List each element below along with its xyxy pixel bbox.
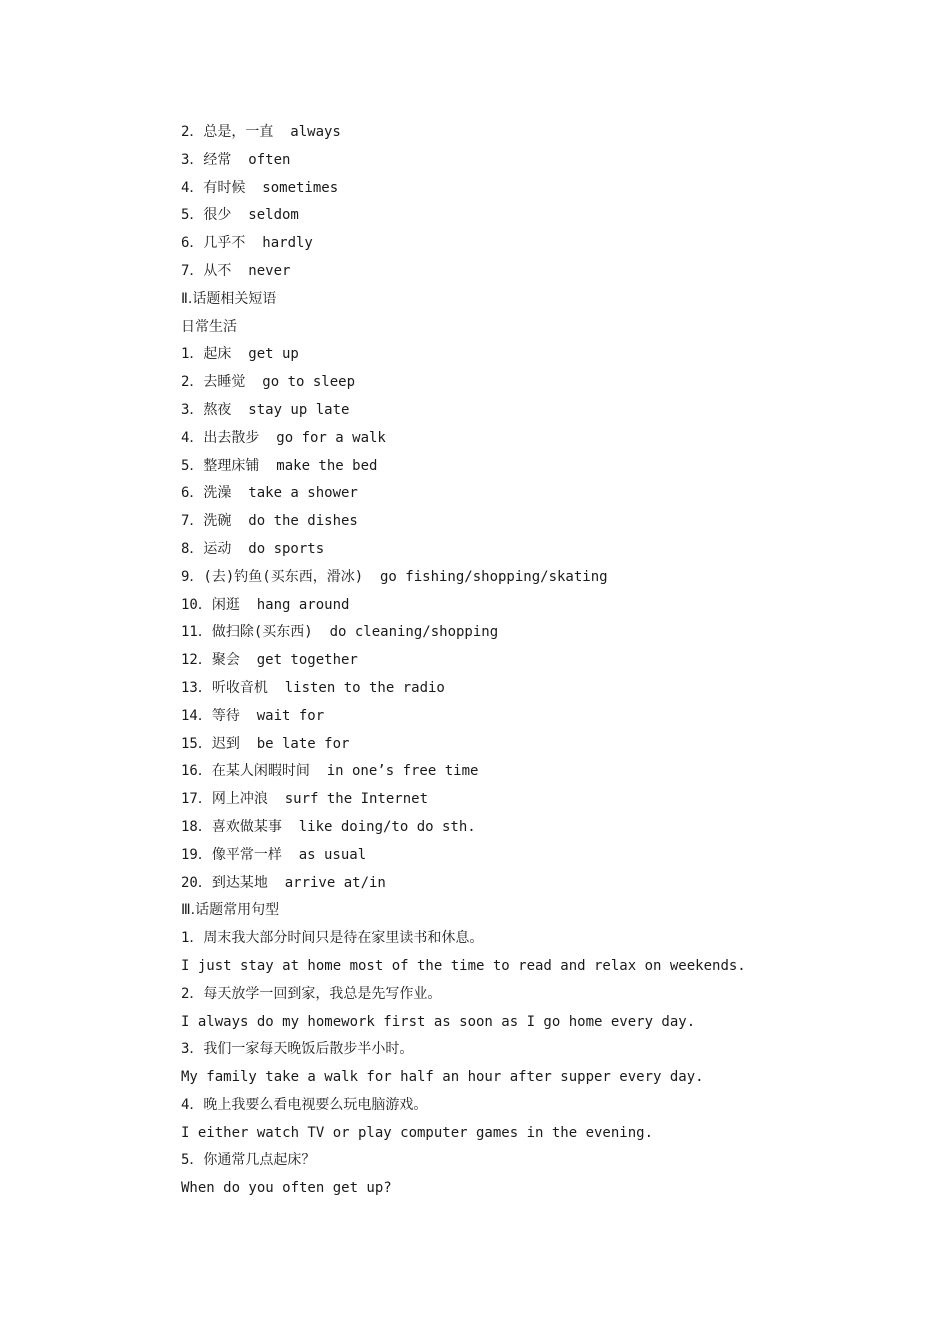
vocab-item: 2．总是，一直 always	[181, 124, 341, 140]
phrase-item: 13．听收音机 listen to the radio	[181, 679, 445, 696]
phrase-item: 16．在某人闲暇时间 in one’s free time	[181, 763, 479, 780]
section-heading: Ⅲ.话题常用句型	[181, 902, 280, 919]
phrase-item: 2．去睡觉 go to sleep	[181, 374, 356, 391]
vocab-item: 7．从不 never	[181, 262, 291, 279]
sentence-chinese: 1．周末我大部分时间只是待在家里读书和休息。	[181, 930, 484, 947]
sentence-chinese: 3．我们一家每天晚饭后散步半小时。	[181, 1041, 414, 1058]
section-subheading: 日常生活	[181, 318, 237, 335]
phrase-item: 19．像平常一样 as usual	[181, 846, 367, 863]
phrase-item: 10．闲逛 hang around	[181, 596, 350, 613]
phrase-item: 11．做扫除(买东西) do cleaning/shopping	[181, 624, 499, 641]
phrase-item: 18．喜欢做某事 like doing/to do sth.	[181, 818, 476, 835]
phrase-item: 9．(去)钓鱼(买东西，滑冰) go fishing/shopping/skating	[181, 568, 608, 585]
vocab-item: 4．有时候 sometimes	[181, 179, 339, 196]
phrase-item: 14．等待 wait for	[181, 707, 325, 724]
phrase-item: 3．熬夜 stay up late	[181, 401, 350, 418]
sentence-english: When do you often get up?	[181, 1180, 392, 1197]
sentence-chinese: 4．晚上我要么看电视要么玩电脑游戏。	[181, 1096, 428, 1113]
sentence-english: I either watch TV or play computer games in the evening.	[181, 1124, 654, 1141]
phrase-item: 1．起床 get up	[181, 346, 299, 363]
sentence-english: My family take a walk for half an hour after supper every day.	[181, 1069, 704, 1086]
section-heading: Ⅱ.话题相关短语	[181, 290, 277, 307]
vocab-item: 3．经常 often	[181, 151, 291, 168]
sentence-english: I just stay at home most of the time to read and relax on weekends.	[181, 957, 746, 974]
phrase-item: 12．聚会 get together	[181, 652, 358, 669]
sentence-chinese: 5．你通常几点起床？	[181, 1152, 316, 1169]
phrase-item: 7．洗碗 do the dishes	[181, 513, 358, 530]
sentence-english: I always do my homework first as soon as I go home every day.	[181, 1013, 696, 1030]
phrase-item: 4．出去散步 go for a walk	[181, 429, 386, 446]
phrase-item: 17．网上冲浪 surf the Internet	[181, 791, 429, 808]
vocab-item: 6．几乎不 hardly	[181, 235, 313, 252]
vocab-item: 5．很少 seldom	[181, 207, 299, 224]
phrase-item: 8．运动 do sports	[181, 540, 325, 557]
sentence-chinese: 2．每天放学一回到家，我总是先写作业。	[181, 985, 442, 1002]
phrase-item: 6．洗澡 take a shower	[181, 485, 358, 502]
phrase-item: 20．到达某地 arrive at/in	[181, 874, 386, 891]
document-page	[181, 119, 881, 1203]
phrase-item: 5．整理床铺 make the bed	[181, 457, 378, 474]
phrase-item: 15．迟到 be late for	[181, 735, 350, 752]
